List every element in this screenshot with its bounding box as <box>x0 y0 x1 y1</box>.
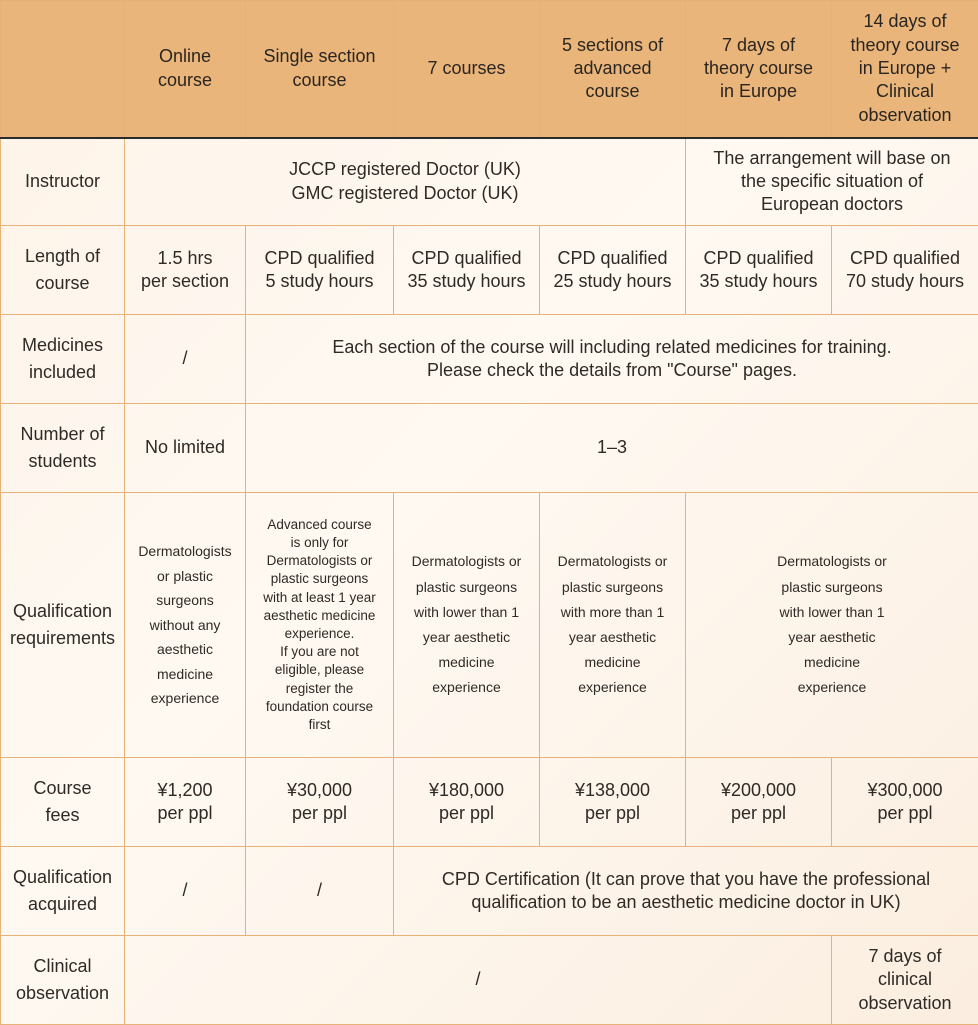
fee-14-days-europe: ¥300,000 per ppl <box>832 758 978 847</box>
row-fees <box>1 758 978 847</box>
clinical-others: / <box>125 936 832 1025</box>
col-5-sections-advanced: 5 sections of advanced course <box>540 1 686 138</box>
qual-req-5-sections: Dermatologists or plastic surgeons with more than 1 year aesthetic medicine experience <box>540 493 686 758</box>
students-online: No limited <box>125 404 246 493</box>
medicines-others: Each section of the course will including related medicines for training. Please check the details from "Course" pages. <box>246 315 978 404</box>
col-single-section-course: Single section course <box>246 1 394 138</box>
row-medicines <box>1 315 978 404</box>
qual-acq-single: / <box>246 847 394 936</box>
qual-req-7-courses: Dermatologists or plastic surgeons with lower than 1 year aesthetic medicine experience <box>394 493 540 758</box>
row-label-clinical: Clinical observation <box>1 936 125 1025</box>
fee-7-days-europe: ¥200,000 per ppl <box>686 758 832 847</box>
row-label-length: Length of course <box>1 226 125 315</box>
fee-7-courses: ¥180,000 per ppl <box>394 758 540 847</box>
row-clinical <box>1 936 978 1025</box>
fee-5-sections: ¥138,000 per ppl <box>540 758 686 847</box>
length-single: CPD qualified 5 study hours <box>246 226 394 315</box>
row-label-medicines: Medicines included <box>1 315 125 404</box>
row-label-fees: Course fees <box>1 758 125 847</box>
qual-req-online: Dermatologists or plastic surgeons without any aesthetic medicine experience <box>125 493 246 758</box>
instructor-uk-doctors: JCCP registered Doctor (UK) GMC registered Doctor (UK) <box>125 138 686 226</box>
row-label-students: Number of students <box>1 404 125 493</box>
clinical-14-days: 7 days of clinical observation <box>832 936 978 1025</box>
length-7-days-europe: CPD qualified 35 study hours <box>686 226 832 315</box>
col-7-days-europe: 7 days of theory course in Europe <box>686 1 832 138</box>
qual-req-europe: Dermatologists or plastic surgeons with lower than 1 year aesthetic medicine experience <box>686 493 978 758</box>
col-14-days-europe-clinical: 14 days of theory course in Europe + Clinical observation <box>832 1 978 138</box>
row-qualification-requirements <box>1 493 978 758</box>
instructor-europe: The arrangement will base on the specific situation of European doctors <box>686 138 978 226</box>
row-instructor <box>1 138 978 226</box>
length-5-sections: CPD qualified 25 study hours <box>540 226 686 315</box>
row-label-qualification-requirements: Qualification requirements <box>1 493 125 758</box>
qual-acq-online: / <box>125 847 246 936</box>
qual-req-single: Advanced course is only for Dermatologists or plastic surgeons with at least 1 year aesthetic medicine experience. If you are not eligible, please register the foundation course first <box>246 493 394 758</box>
header-row <box>1 1 978 138</box>
length-7-courses: CPD qualified 35 study hours <box>394 226 540 315</box>
col-online-course: Online course <box>125 1 246 138</box>
length-14-days-europe: CPD qualified 70 study hours <box>832 226 978 315</box>
row-length <box>1 226 978 315</box>
qual-acq-others: CPD Certification (It can prove that you have the professional qualification to be an aesthetic medicine doctor in UK) <box>394 847 978 936</box>
row-qualification-acquired <box>1 847 978 936</box>
row-students <box>1 404 978 493</box>
col-7-courses: 7 courses <box>394 1 540 138</box>
students-others: 1–3 <box>246 404 978 493</box>
medicines-online: / <box>125 315 246 404</box>
length-online: 1.5 hrs per section <box>125 226 246 315</box>
header-corner <box>1 1 125 138</box>
row-label-qualification-acquired: Qualification acquired <box>1 847 125 936</box>
row-label-instructor: Instructor <box>1 138 125 226</box>
fee-online: ¥1,200 per ppl <box>125 758 246 847</box>
fee-single: ¥30,000 per ppl <box>246 758 394 847</box>
